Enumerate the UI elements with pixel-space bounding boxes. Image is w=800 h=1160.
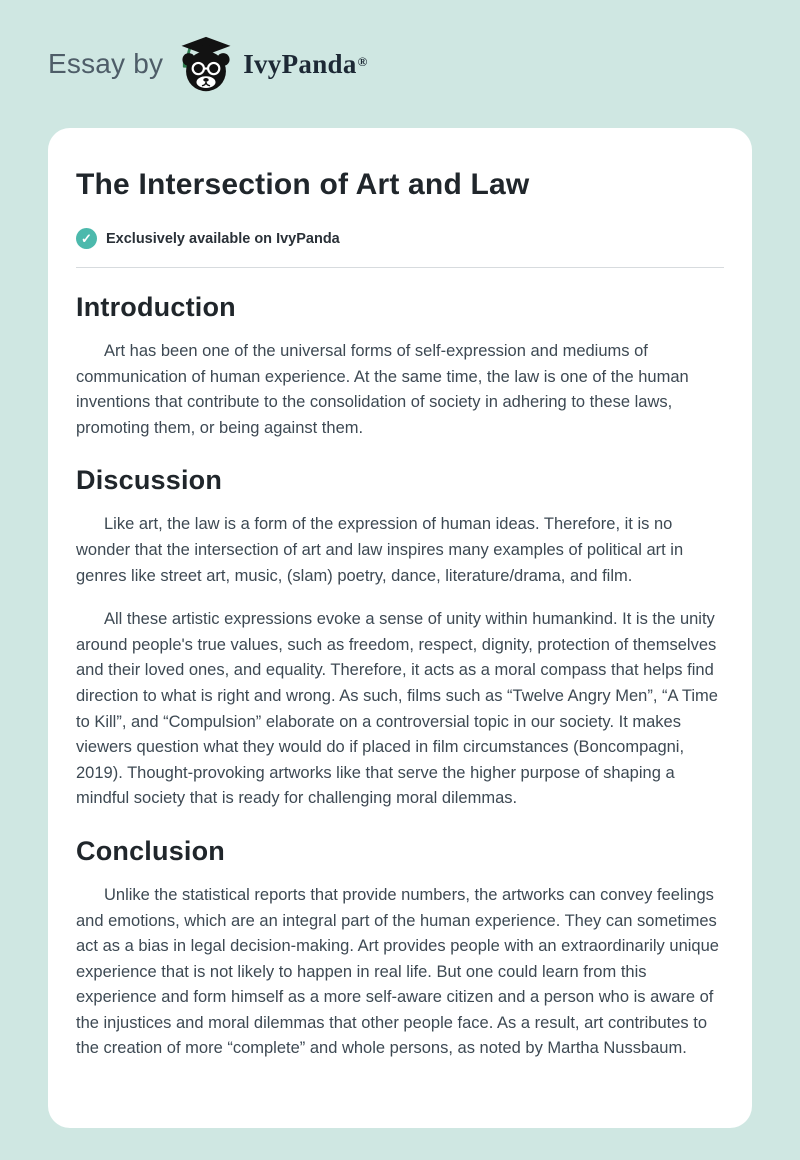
availability-badge-label: Exclusively available on IvyPanda xyxy=(106,230,340,247)
paragraph: Art has been one of the universal forms of self-expression and mediums of communication of human experience. At the same time, the law is one of the human inventions that contribute to the consolidation of society in adhering to these laws, promoting them, or being against them. xyxy=(76,342,689,437)
divider xyxy=(76,267,724,268)
check-icon: ✓ xyxy=(76,228,97,249)
brand-name: IvyPanda xyxy=(243,48,357,79)
essay-by-label: Essay by xyxy=(48,48,164,79)
essay-card xyxy=(48,128,752,1128)
paragraph: Like art, the law is a form of the expression of human ideas. Therefore, it is no wonder that the intersection of art and law inspires many examples of political art in genres like street art, music, (slam) poetry, dance, literature/drama, and film. xyxy=(76,515,684,585)
paragraph: All these artistic expressions evoke a sense of unity within humankind. It is the unity around people's true values, such as freedom, respect, dignity, protection of themselves and their loved ones, and equality. Therefore, it acts as a moral compass that helps find direction to what is right and wrong. As such, films such as “Twelve Angry Men”, “A Time to Kill”, and “Compulsion” elaborate on a controversial topic in our society. It makes viewers question what they would do if placed in film circumstances (Boncompagni, 2019). Thought-provoking artworks like that serve the higher purpose of shaping a mindful society that is ready for challenging moral dilemmas. xyxy=(76,610,718,808)
section-heading-conclusion: Conclusion xyxy=(76,835,225,866)
availability-badge xyxy=(76,228,724,249)
page-title: The Intersection of Art and Law xyxy=(76,168,530,201)
section-heading-introduction: Introduction xyxy=(76,292,236,322)
section-heading-discussion: Discussion xyxy=(76,465,223,496)
registered-mark: ® xyxy=(357,54,368,70)
site-header xyxy=(48,0,752,128)
ivypanda-logo xyxy=(177,35,367,93)
paragraph: Unlike the statistical reports that provide numbers, the artworks can convey feelings and emotions, which are an integral part of the human experience. They can sometimes act as a bias in legal decision-making. Art provides people with an extraordinarily unique experience that is not likely to happen in real life. But one could learn from this experience and form himself as a more self-aware citizen and a person who is aware of the injustices and moral dilemmas that other people face. As a result, art contributes to the creation of more “complete” and whole persons, as noted by Martha Nussbaum. xyxy=(76,885,719,1058)
panda-graduate-icon xyxy=(177,35,235,93)
